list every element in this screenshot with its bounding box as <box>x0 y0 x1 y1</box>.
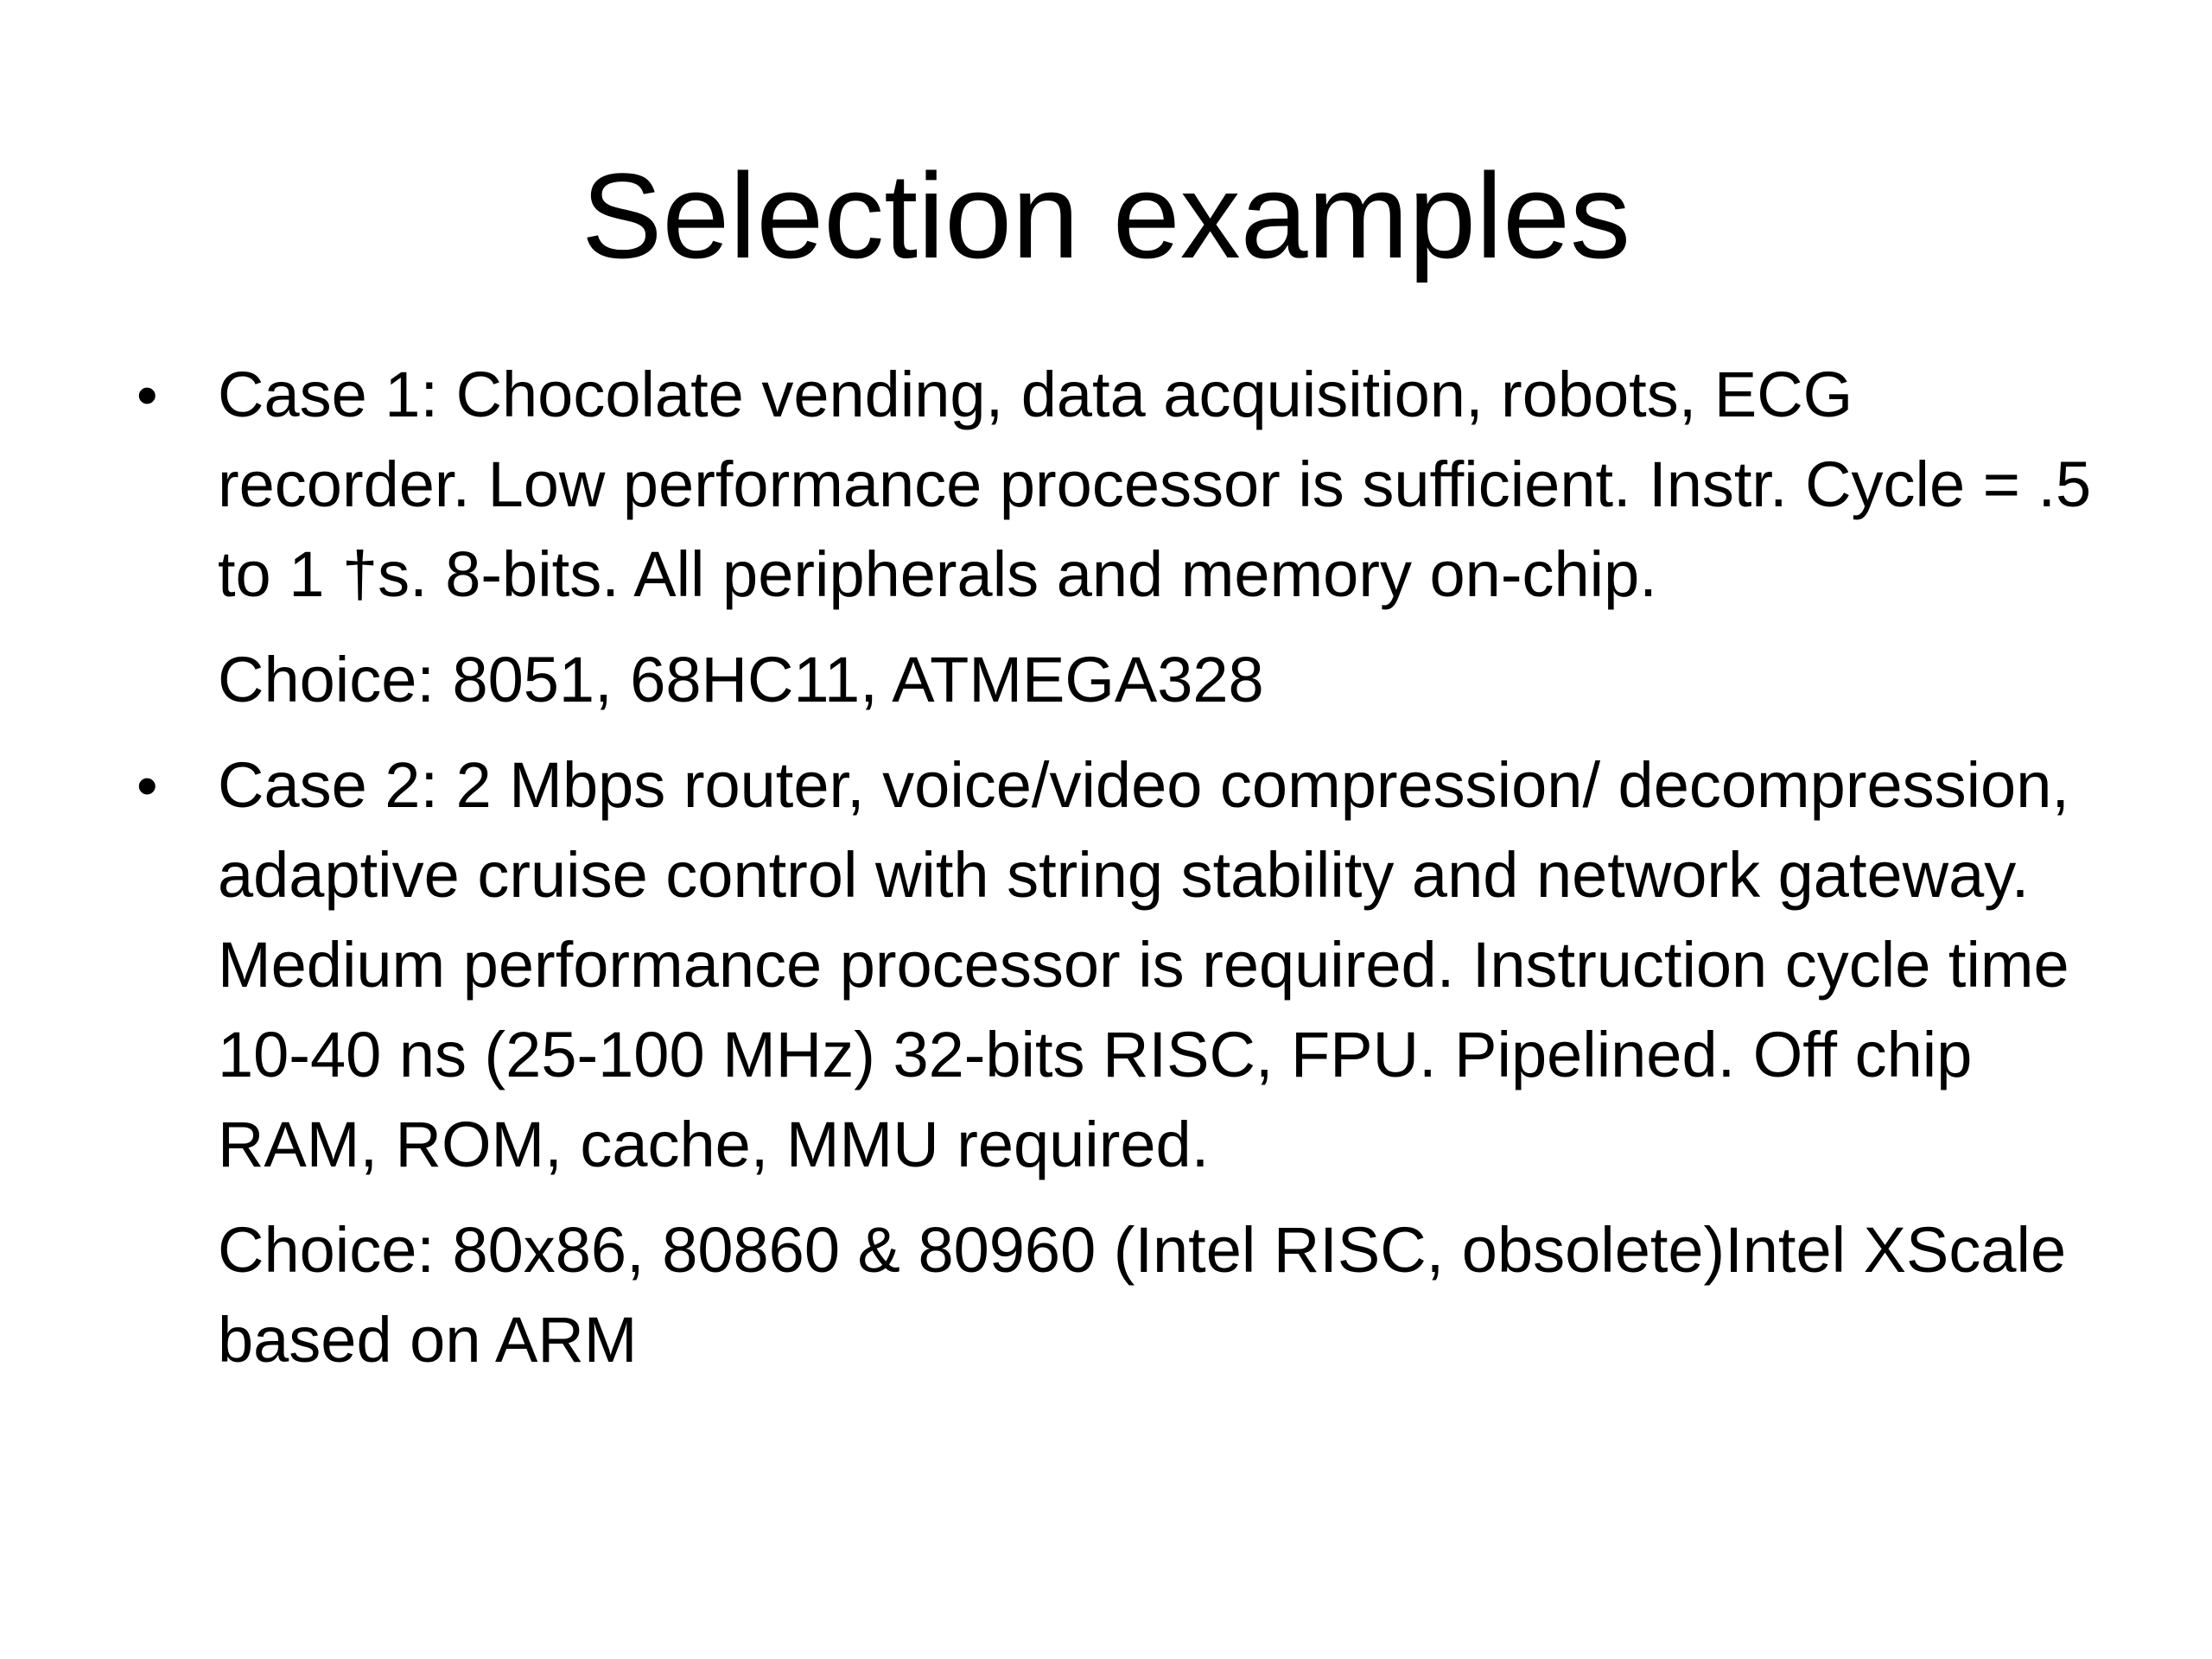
case-1-choice: Choice: 8051, 68HC11, ATMEGA328 <box>218 644 1264 715</box>
bullet-item-case-2 <box>130 741 2117 1385</box>
case-2-text: Case 2: 2 Mbps router, voice/video compression/ decompression, adaptive cruise control with string stability and network gateway. Medium performance processor is required. Instruction cycle time 10-40 ns (25-100 MHz) 32-bits RISC, FPU. Pipelined. Off chip RAM, ROM, cache, MMU required. <box>218 749 2069 1180</box>
case-1-text: Case 1: Chocolate vending, data acquisition, robots, ECG recorder. Low performance processor is sufficient. Instr. Cycle = .5 to 1 †s. 8-bits. All peripherals and memory on-chip. <box>218 359 2092 610</box>
bullet-icon: • <box>137 752 158 819</box>
case-2-choice: Choice: 80x86, 80860 & 80960 (Intel RISC, obsolete)Intel XScale based on ARM <box>218 1214 2067 1376</box>
slide-content <box>130 350 2117 1385</box>
bullet-icon: • <box>137 361 158 429</box>
slide-title: Selection examples <box>582 148 1630 283</box>
bullet-item-case-1 <box>130 350 2117 725</box>
